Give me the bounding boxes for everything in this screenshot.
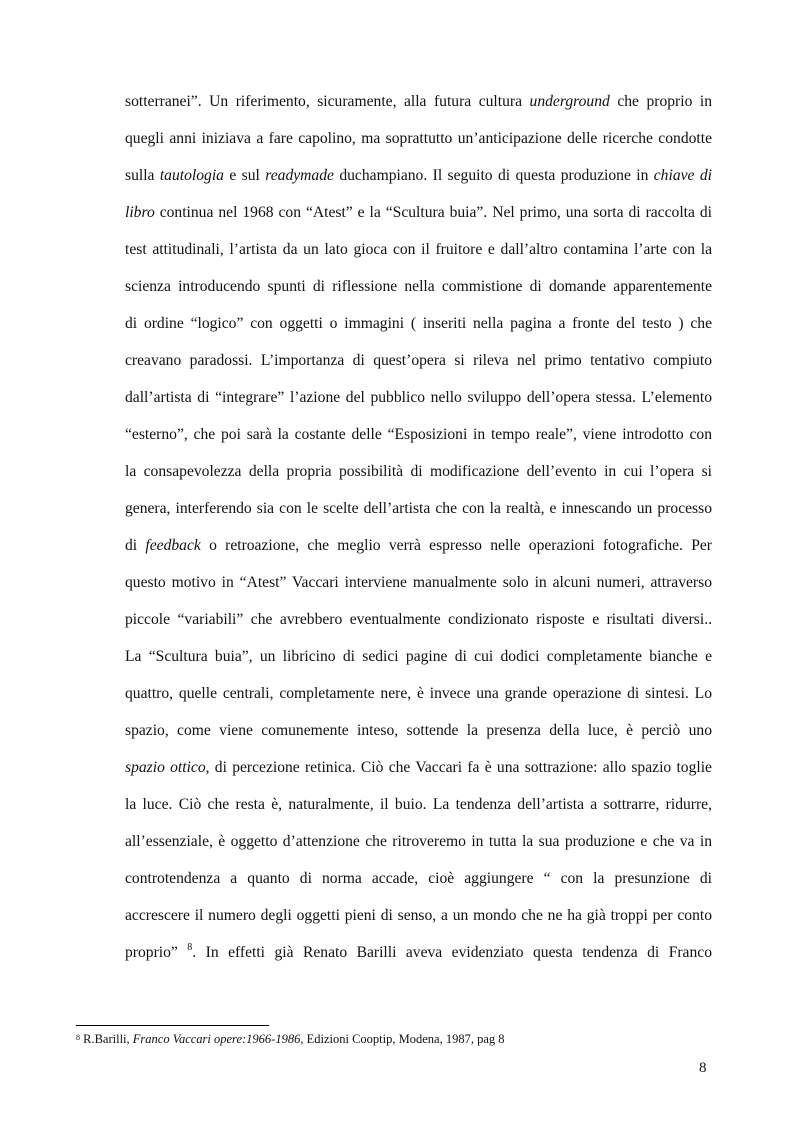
text-line: di ordine “logico” con oggetti o immagini ( inseriti nella pagina a fronte del testo ) che [125,315,712,332]
text-line: accrescere il numero degli oggetti pieni di senso, a un mondo che ne ha già troppi per conto [125,907,712,924]
text-line: di feedback o retroazione, che meglio verrà espresso nelle operazioni fotografiche. Per [125,537,712,554]
text-line: piccole “variabili” che avrebbero eventualmente condizionato risposte e risultati diversi.. [125,611,712,628]
text-line: controtendenza a quanto di norma accade, cioè aggiungere “ con la presunzione di [125,870,712,887]
text-line: la luce. Ciò che resta è, naturalmente, il buio. La tendenza dell’artista a sottrarre, ridurre, [125,796,712,813]
footnote-reference[interactable]: 8 [187,942,193,953]
text-line: questo motivo in “Atest” Vaccari interviene manualmente solo in alcuni numeri, attraverso [125,574,712,591]
text-line: test attitudinali, l’artista da un lato gioca con il fruitore e dall’altro contamina l’arte con la [125,241,712,258]
footnote-divider [76,1025,269,1026]
text-line: creavano paradossi. L’importanza di quest’opera si rileva nel primo tentativo compiuto [125,352,712,369]
text-line: La “Scultura buia”, un libricino di sedici pagine di cui dodici completamente bianche e [125,648,712,665]
text-line: genera, interferendo sia con le scelte dell’artista che con la realtà, e innescando un processo [125,500,712,517]
text-line: “esterno”, che poi sarà la costante delle “Esposizioni in tempo reale”, viene introdotto con [125,426,712,443]
text-line: quattro, quelle centrali, completamente nere, è invece una grande operazione di sintesi. Lo [125,685,712,702]
text-line: scienza introducendo spunti di riflessione nella commistione di domande apparentemente [125,278,712,295]
text-line: quegli anni iniziava a fare capolino, ma soprattutto un’anticipazione delle ricerche condotte [125,130,712,147]
page-number: 8 [699,1060,707,1076]
footnote-number: 8 [76,1033,80,1042]
footnote: $^8$ R.Barilli, Franco Vaccari opere:1966-1986, Edizioni Cooptip, Modena, 1987, pag 8 [76,1032,505,1046]
text-line: libro continua nel 1968 con “Atest” e la “Scultura buia”. Nel primo, una sorta di raccolta di [125,204,712,221]
text-line: sotterranei”. Un riferimento, sicuramente, alla futura cultura underground che proprio in [125,93,712,110]
footnote-title: Franco Vaccari opere:1966-1986, [132,1032,304,1046]
text-line: spazio ottico, di percezione retinica. Ciò che Vaccari fa è una sottrazione: allo spazio toglie [125,759,712,776]
text-line: la consapevolezza della propria possibilità di modificazione dell’evento in cui l’opera si [125,463,712,480]
text-line: spazio, come viene comunemente inteso, sottende la presenza della luce, è perciò uno [125,722,712,739]
text-line: all’essenziale, è oggetto d’attenzione che ritroveremo in tutta la sua produzione e che va in [125,833,712,850]
text-line: proprio” $^8$. In effetti già Renato Barilli aveva evidenziato questa tendenza di Franco [125,942,712,961]
text-line: dall’artista di “integrare” l’azione del pubblico nello sviluppo dell’opera stessa. L’elemento [125,389,712,406]
text-line: sulla tautologia e sul readymade duchampiano. Il seguito di questa produzione in chiave di [125,167,712,184]
